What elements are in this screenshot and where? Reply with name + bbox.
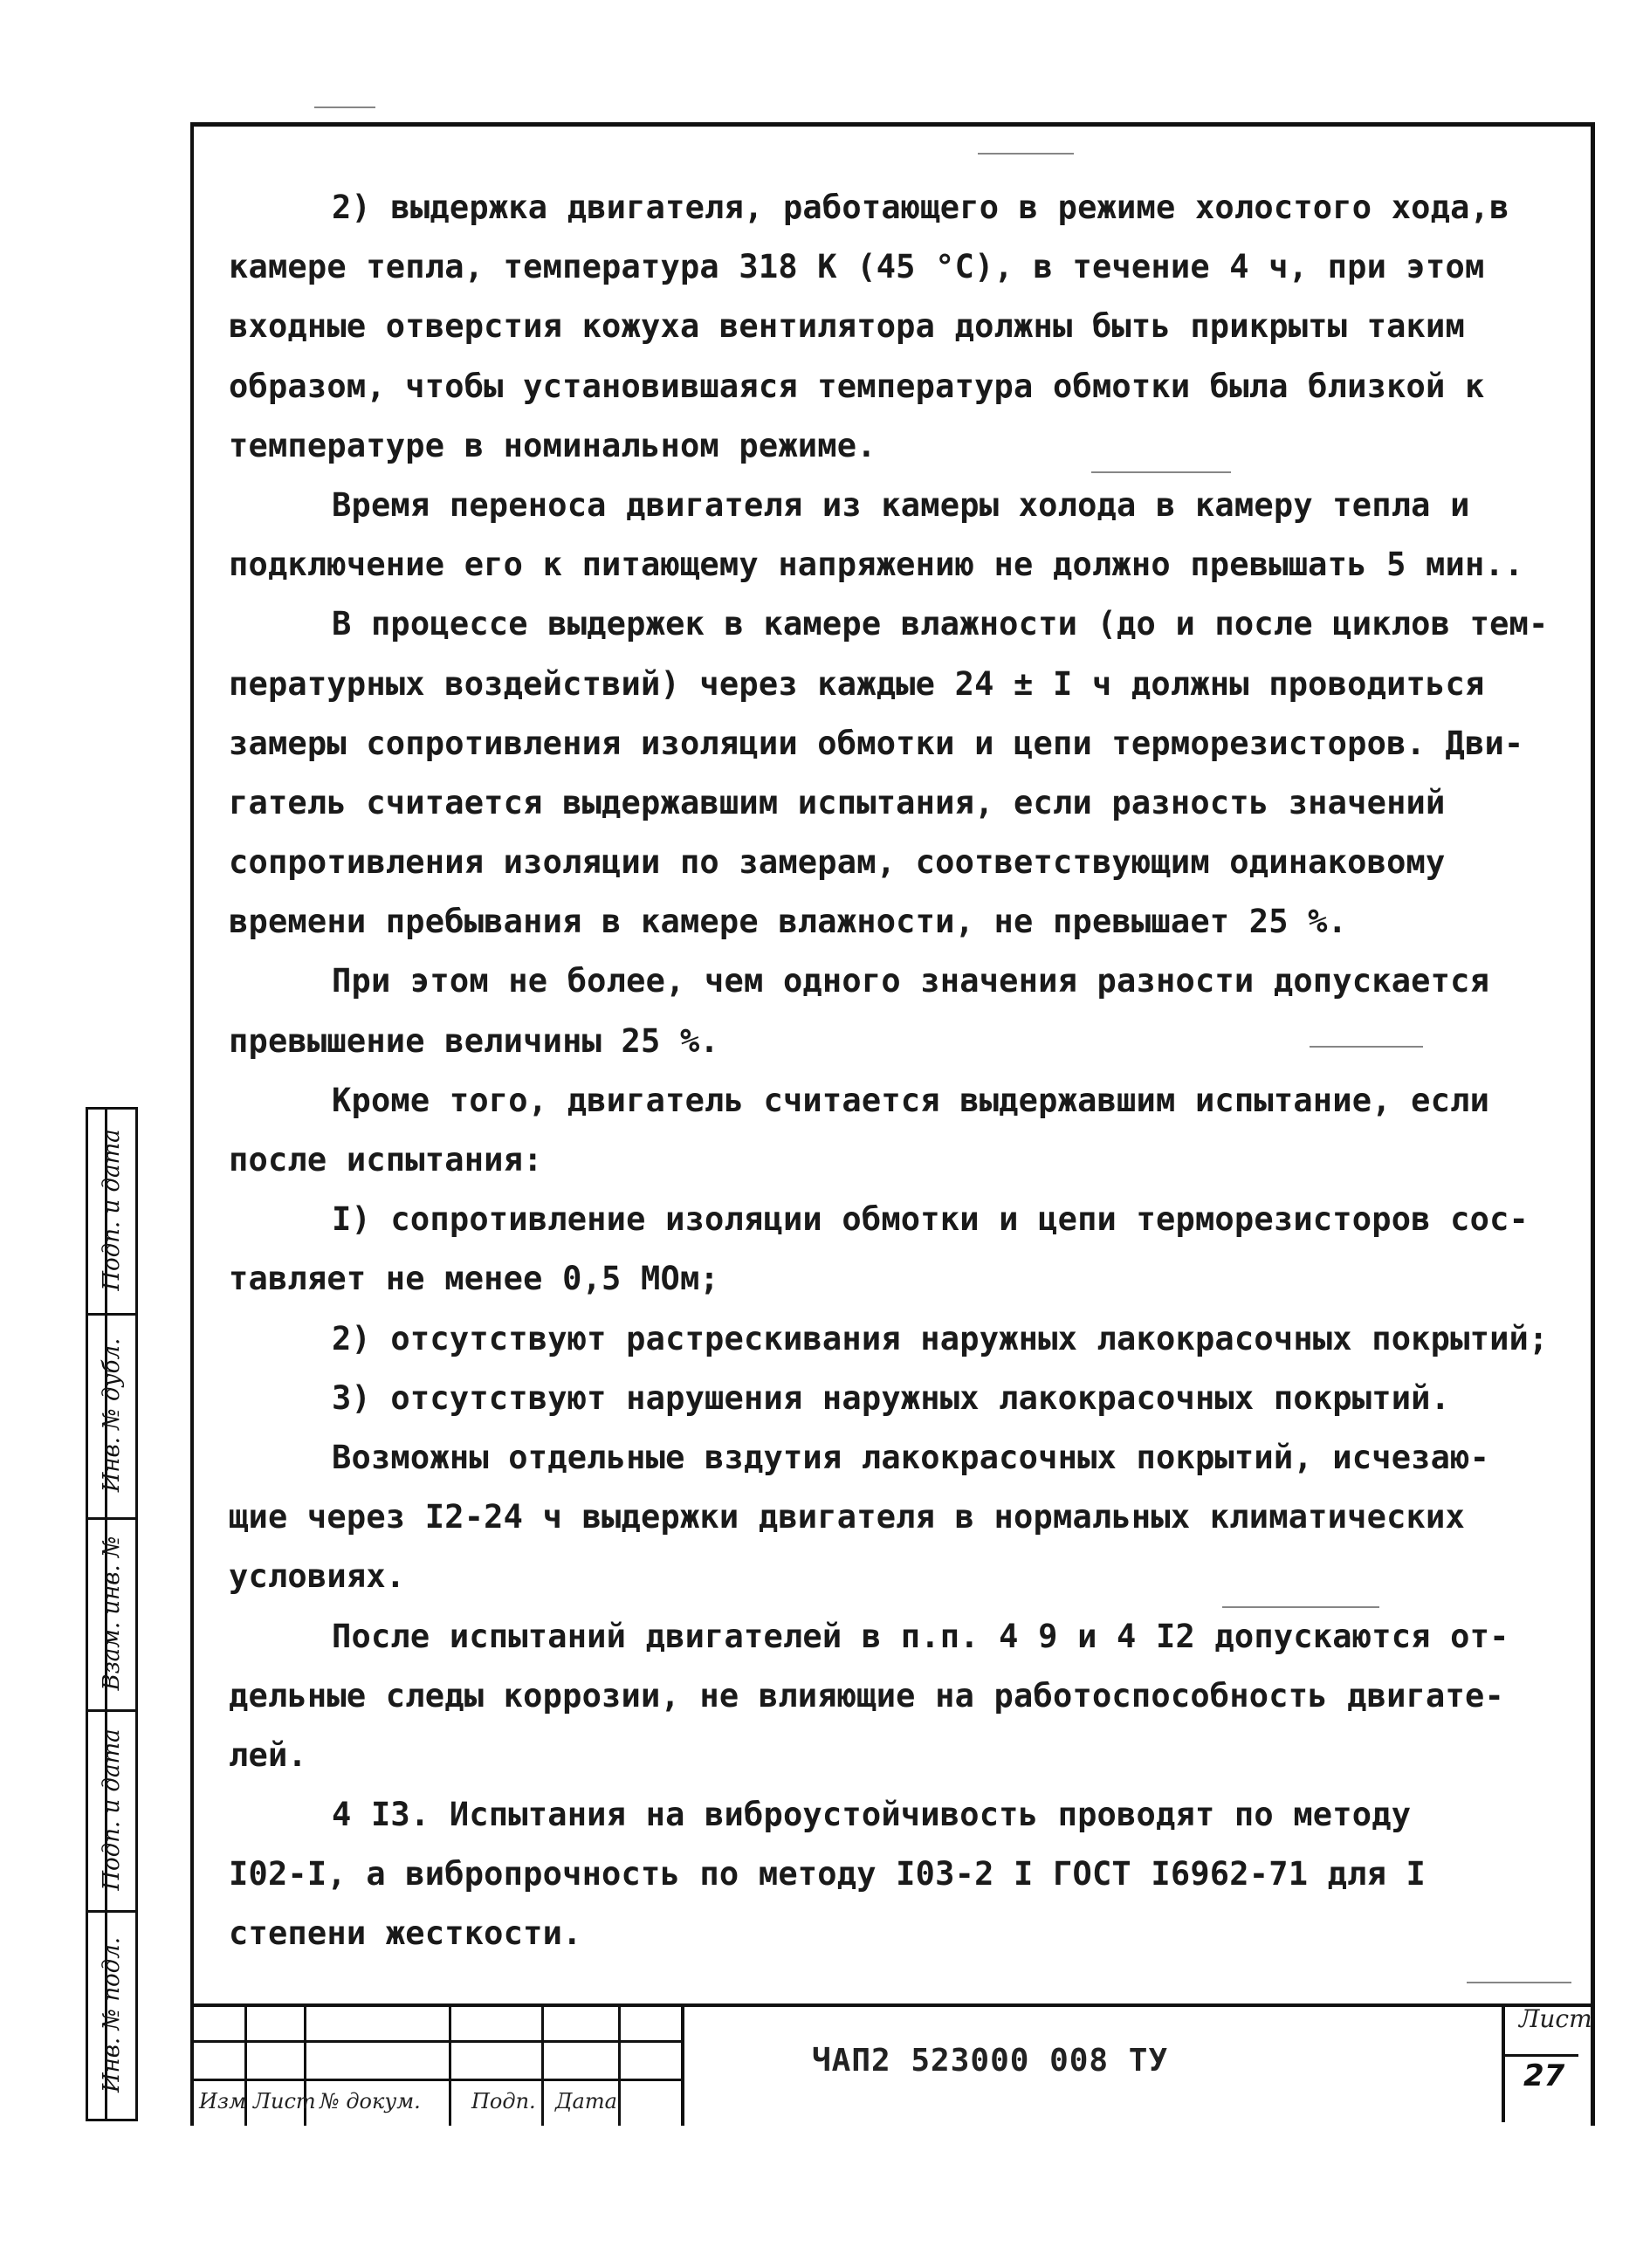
text-line: 4 I3. Испытания на виброустойчивость проводят по методу <box>332 1796 1412 1834</box>
text-line: Время переноса двигателя из камеры холода в камеру тепла и <box>332 485 1470 524</box>
text-line: В процессе выдержек в камере влажности (до и после циклов тем- <box>332 605 1549 643</box>
text-line: Кроме того, двигатель считается выдержавшим испытание, если <box>332 1081 1490 1119</box>
text-line: тавляет не менее 0,5 МОм; <box>229 1260 719 1298</box>
text-line: температуре в номинальном режиме. <box>229 426 877 464</box>
text-line: степени жесткости. <box>229 1914 582 1953</box>
text-line: 2) отсутствуют растрескивания наружных лакокрасочных покрытий; <box>332 1319 1549 1357</box>
strip-label-sign-date-1: Подп. и дата <box>99 1728 125 1891</box>
sheet-box <box>1502 2003 1505 2122</box>
title-cell-date: Дата <box>555 2089 617 2113</box>
text-line: камере тепла, температура 318 К (45 °С), в течение 4 ч, при этом <box>229 248 1485 286</box>
sheet-label: Лист <box>1519 2004 1592 2033</box>
sheet-box-divider <box>1502 2054 1578 2057</box>
text-line: дельные следы коррозии, не влияющие на работоспособность двигате- <box>229 1676 1504 1715</box>
text-line: замеры сопротивления изоляции обмотки и цепи терморезисторов. Дви- <box>229 724 1524 762</box>
text-line: пературных воздействий) через каждые 24 ± I ч должны проводиться <box>229 664 1485 703</box>
text-line: 2) выдержка двигателя, работающего в режиме холостого хода,в <box>332 189 1509 226</box>
text-line: условиях. <box>229 1557 406 1596</box>
sheet-number: 27 <box>1523 2058 1565 2093</box>
text-line: после испытания: <box>229 1141 543 1179</box>
text-line: превышение величины 25 %. <box>229 1021 719 1060</box>
text-line: I02-I, а вибропрочность по методу I03-2 I ГОСТ I6962-71 для I <box>229 1855 1427 1893</box>
strip-label-inv-original: Инв. № подл. <box>99 1936 125 2093</box>
strip-label-replace-inv: Взам. инв. № <box>99 1536 125 1691</box>
left-margin-inner-line <box>105 1107 107 2121</box>
text-line: 3) отсутствуют нарушения наружных лакокрасочных покрытий. <box>332 1378 1451 1417</box>
text-line: лей. <box>229 1735 307 1774</box>
title-cell-signature: Подп. <box>471 2089 536 2113</box>
document-number: ЧАП2 523000 008 ТУ <box>812 2043 1169 2079</box>
text-line: образом, чтобы установившаяся температура обмотки была близкой к <box>229 367 1485 405</box>
text-line: щие через I2-24 ч выдержки двигателя в нормальных климатических <box>229 1498 1465 1536</box>
title-block-divider <box>681 2007 684 2126</box>
text-line: После испытаний двигателей в п.п. 4 9 и 4 I2 допускаются от- <box>332 1617 1509 1655</box>
text-line: При этом не более, чем одного значения разности допускается <box>332 962 1490 1000</box>
scan-mark <box>1091 471 1231 473</box>
strip-label-inv-duplicate: Инв. № дубл. <box>99 1337 125 1493</box>
title-cell-sheet: Лист <box>253 2089 316 2113</box>
scan-mark <box>314 107 375 108</box>
left-margin-strip <box>86 1107 190 2121</box>
scan-mark <box>1467 1982 1571 1983</box>
strip-label-sign-date-2: Подп. и дата <box>99 1129 125 1291</box>
text-line: Возможны отдельные вздутия лакокрасочных покрытий, исчезаю- <box>332 1438 1490 1476</box>
title-cell-change: Изм <box>199 2089 246 2113</box>
text-line: сопротивления изоляции по замерам, соответствующим одинаковому <box>229 843 1446 882</box>
scan-mark <box>1222 1606 1379 1608</box>
title-cell-doc-no: № докум. <box>320 2089 421 2113</box>
text-line: подключение его к питающему напряжению не должно превышать 5 мин.. <box>229 546 1524 584</box>
scan-mark <box>978 153 1074 155</box>
document-body <box>229 178 1573 1964</box>
text-line: входные отверстия кожуха вентилятора должны быть прикрыты таким <box>229 307 1465 346</box>
text-line: I) сопротивление изоляции обмотки и цепи терморезисторов сос- <box>332 1200 1530 1239</box>
text-line: гатель считается выдержавшим испытания, если разность значений <box>229 783 1446 821</box>
text-line: времени пребывания в камере влажности, не превышает 25 %. <box>229 903 1348 941</box>
scan-mark <box>1310 1046 1423 1048</box>
